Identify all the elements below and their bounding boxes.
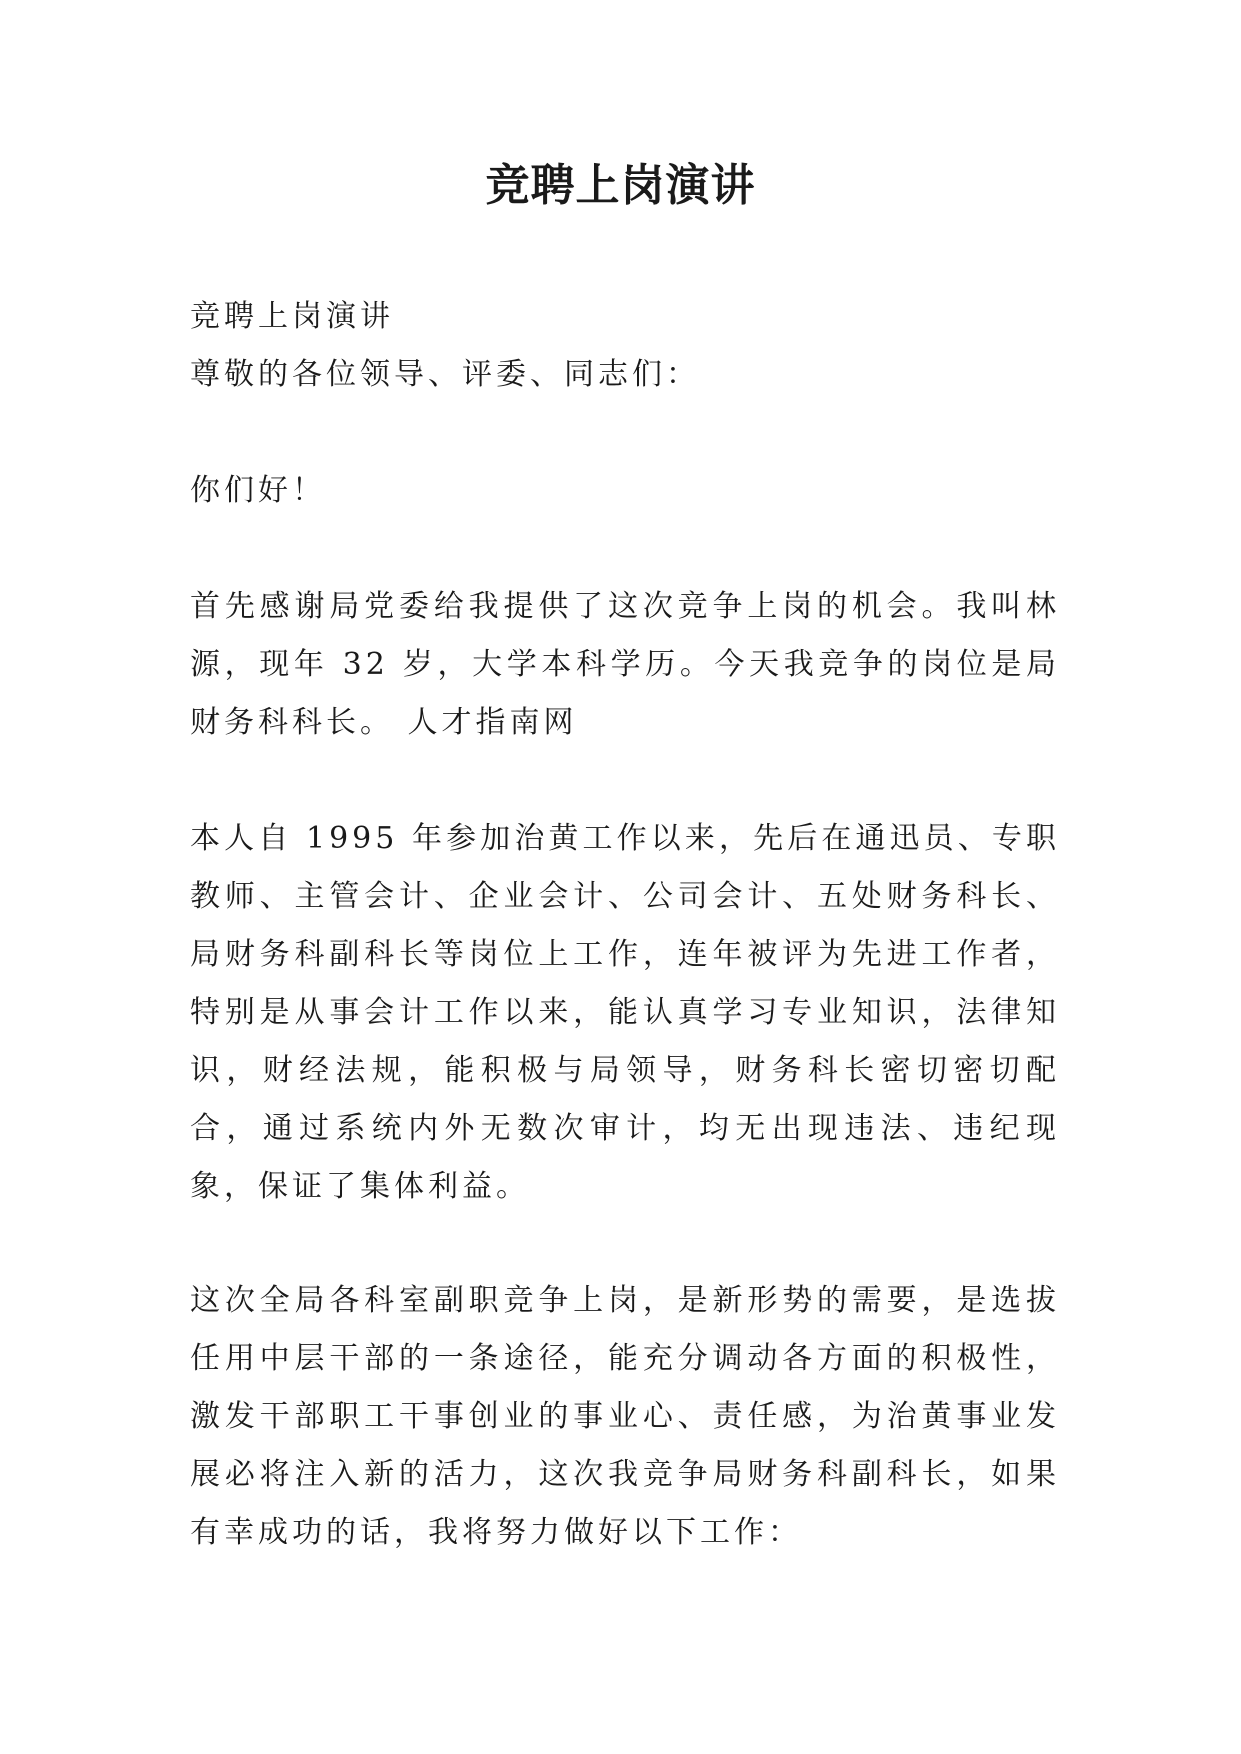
paragraph-work-experience: 本人自 1995 年参加治黄工作以来，先后在通迅员、专职教师、主管会计、企业会计、公司会计、五处财务科长、局财务科副科长等岗位上工作，连年被评为先进工作者，特别是从事会计工作以来，能认真学习专业知识，法律知识，财经法规，能积极与局领导，财务科长密切密切配合，通过系统内外无数次审计，均无出现违法、违纪现象，保证了集体利益。	[190, 821, 1060, 1204]
greeting-line: 你们好！	[190, 473, 326, 508]
document-title: 竞聘上岗演讲	[485, 160, 756, 211]
document-subtitle: 竞聘上岗演讲	[190, 299, 394, 334]
salutation-line: 尊敬的各位领导、评委、同志们：	[190, 357, 700, 392]
paragraph-introduction: 首先感谢局党委给我提供了这次竞争上岗的机会。我叫林源，现年 32 岁，大学本科学历。今天我竞争的岗位是局财务科科长。 人才指南网	[190, 589, 1060, 740]
paragraph-competition-goals: 这次全局各科室副职竞争上岗，是新形势的需要，是选拔任用中层干部的一条途径，能充分调动各方面的积极性，激发干部职工干事创业的事业心、责任感，为治黄事业发展必将注入新的活力，这次我竞争局财务科副科长，如果有幸成功的话，我将努力做好以下工作：	[190, 1283, 1060, 1550]
